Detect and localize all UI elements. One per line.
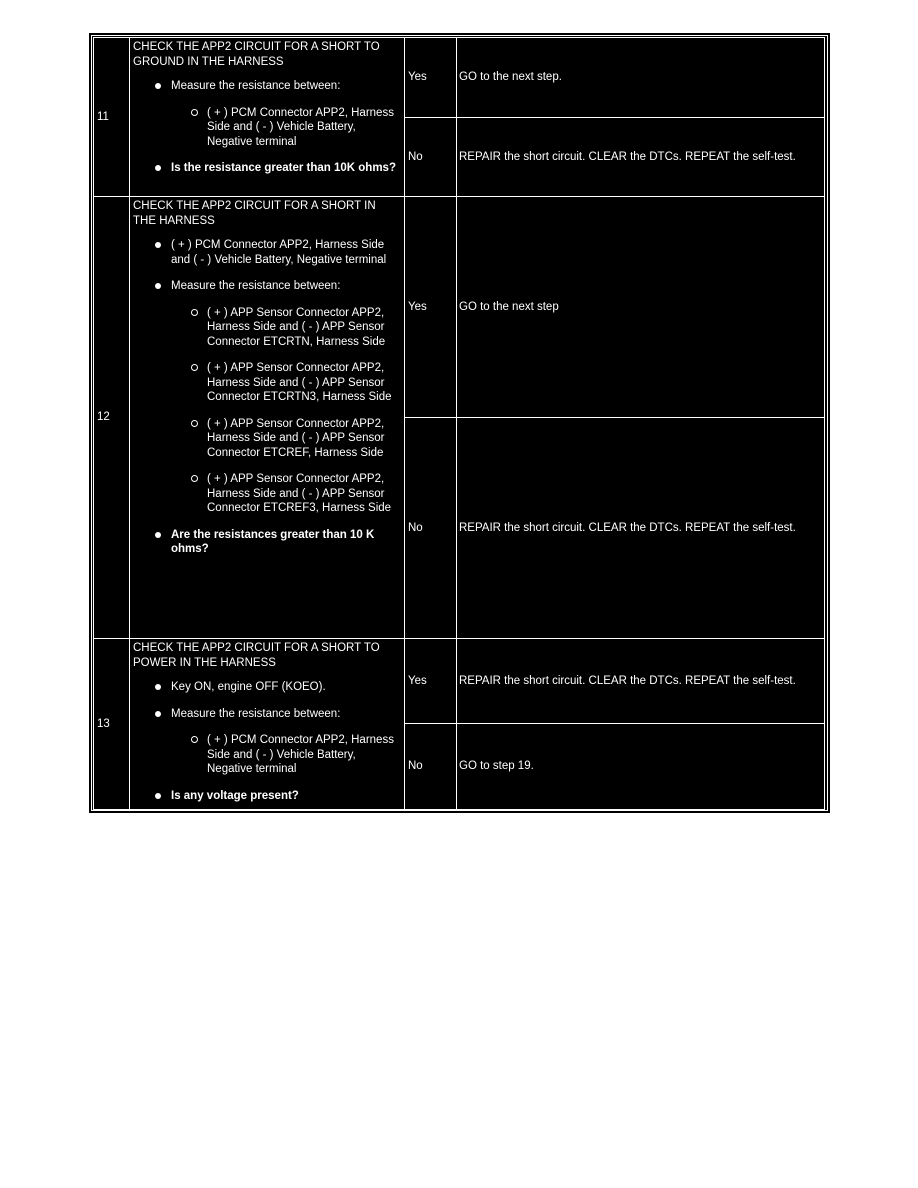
sub-bullet-item: ( + ) APP Sensor Connector APP2, Harness Side and ( - ) APP Sensor Connector ETCRTN3, Harness Side: [191, 361, 400, 405]
step-row: [94, 639, 825, 724]
bullet-text: Key ON, engine OFF (KOEO).: [171, 681, 326, 693]
sub-bullet-item: ( + ) PCM Connector APP2, Harness Side and ( - ) Vehicle Battery, Negative terminal: [191, 106, 400, 150]
step-row: [94, 38, 825, 118]
sub-bullet-item: ( + ) APP Sensor Connector APP2, Harness Side and ( - ) APP Sensor Connector ETCREF3, Harness Side: [191, 472, 400, 516]
step-title: CHECK THE APP2 CIRCUIT FOR A SHORT IN THE HARNESS: [133, 200, 376, 227]
bullet-item: [155, 238, 400, 267]
yes-label: Yes: [405, 197, 457, 418]
bullet-text: Measure the resistance between:: [171, 80, 341, 92]
no-label: No: [405, 418, 457, 639]
no-result: REPAIR the short circuit. CLEAR the DTCs. REPEAT the self-test.: [457, 418, 825, 639]
bullet-item: [155, 680, 400, 695]
no-result: REPAIR the short circuit. CLEAR the DTCs. REPEAT the self-test.: [457, 118, 825, 197]
yes-label: Yes: [405, 639, 457, 724]
step-action: [130, 639, 405, 810]
yes-result: GO to the next step: [457, 197, 825, 418]
sub-bullet-list: [171, 733, 400, 777]
step-action: [130, 197, 405, 639]
step-question: Is any voltage present?: [155, 789, 400, 804]
yes-result: REPAIR the short circuit. CLEAR the DTCs. REPEAT the self-test.: [457, 639, 825, 724]
step-question: Is the resistance greater than 10K ohms?: [155, 161, 400, 176]
no-label: No: [405, 724, 457, 810]
step-title: CHECK THE APP2 CIRCUIT FOR A SHORT TO GROUND IN THE HARNESS: [133, 41, 380, 68]
bullet-text: ( + ) PCM Connector APP2, Harness Side and ( - ) Vehicle Battery, Negative terminal: [171, 239, 387, 266]
bullet-list: [133, 680, 400, 803]
bullet-list: [133, 79, 400, 176]
bullet-item: [155, 279, 400, 516]
bullet-text: Measure the resistance between:: [171, 280, 341, 292]
step-row: [94, 197, 825, 418]
step-question: Are the resistances greater than 10 K ohms?: [155, 528, 400, 557]
step-number: 13: [94, 639, 130, 810]
bullet-item: [155, 79, 400, 149]
step-number: 12: [94, 197, 130, 639]
bullet-list: [133, 238, 400, 557]
diagnostic-table: [93, 37, 825, 810]
no-result: GO to step 19.: [457, 724, 825, 810]
step-action: [130, 38, 405, 197]
sub-bullet-item: ( + ) APP Sensor Connector APP2, Harness Side and ( - ) APP Sensor Connector ETCREF, Harness Side: [191, 417, 400, 461]
yes-label: Yes: [405, 38, 457, 118]
bullet-item: [155, 707, 400, 777]
no-label: No: [405, 118, 457, 197]
step-title: CHECK THE APP2 CIRCUIT FOR A SHORT TO POWER IN THE HARNESS: [133, 642, 380, 669]
sub-bullet-item: ( + ) PCM Connector APP2, Harness Side and ( - ) Vehicle Battery, Negative terminal: [191, 733, 400, 777]
yes-result: GO to the next step.: [457, 38, 825, 118]
step-number: 11: [94, 38, 130, 197]
sub-bullet-item: ( + ) APP Sensor Connector APP2, Harness Side and ( - ) APP Sensor Connector ETCRTN, Harness Side: [191, 306, 400, 350]
sub-bullet-list: [171, 306, 400, 516]
sub-bullet-list: [171, 106, 400, 150]
diagnostic-table-frame: [89, 33, 830, 813]
bullet-text: Measure the resistance between:: [171, 707, 341, 720]
